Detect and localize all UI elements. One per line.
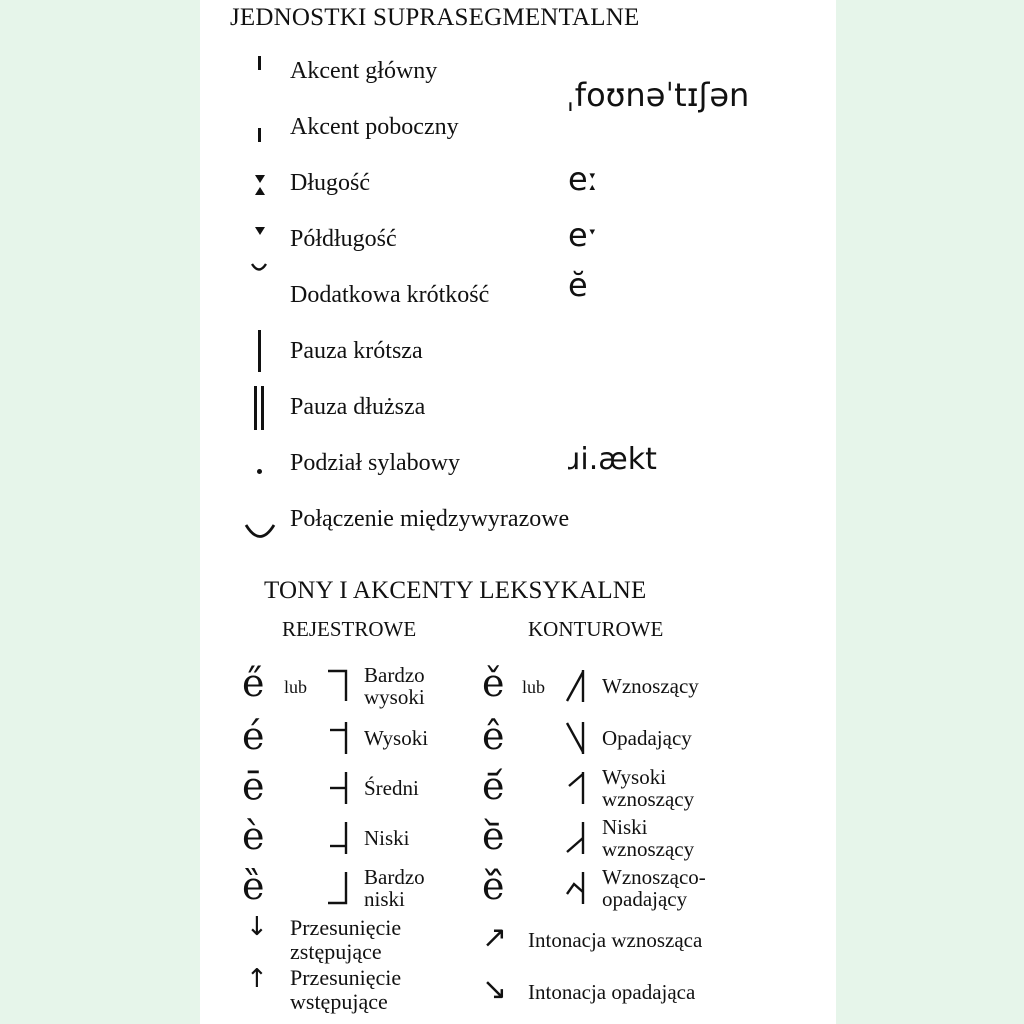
tone-letter-low-icon bbox=[326, 820, 348, 856]
major-break-symbol-left bbox=[254, 386, 257, 430]
example-stress: ˌfoʊnəˈtɪʃən bbox=[566, 76, 750, 114]
example-long: eː bbox=[568, 160, 599, 198]
major-break-symbol-right bbox=[261, 386, 264, 430]
label-tone-rising: Wznoszący bbox=[602, 674, 699, 698]
tone-extra-high-char: e̋ bbox=[242, 661, 265, 705]
global-fall-arrow-icon: ↘ bbox=[482, 972, 508, 1007]
label-major-break: Pauza dłuższa bbox=[290, 394, 426, 420]
minor-break-symbol bbox=[258, 330, 261, 372]
upstep-arrow-icon: ↑ bbox=[246, 964, 268, 994]
primary-stress-symbol bbox=[258, 56, 261, 70]
label-global-fall: Intonacja opadająca bbox=[528, 980, 696, 1004]
register-column-header: REJESTROWE bbox=[282, 617, 417, 641]
tone-rising-char: ě bbox=[482, 661, 505, 705]
label-extra-short: Dodatkowa krótkość bbox=[290, 282, 490, 308]
linking-symbol bbox=[244, 522, 276, 540]
tone-low-char: è bbox=[242, 814, 265, 858]
label-linking: Połączenie międzywyrazowe bbox=[290, 506, 570, 532]
tone-letter-falling-icon bbox=[564, 720, 588, 756]
tone-letter-mid-icon bbox=[326, 770, 348, 806]
half-long-symbol bbox=[254, 226, 266, 236]
label-tone-mid: Średni bbox=[364, 776, 419, 800]
label-tone-rising-falling: Wznosząco- opadający bbox=[602, 865, 706, 911]
tone-falling-char: ê bbox=[482, 714, 505, 758]
tone-rising-falling-char: e᷈ bbox=[482, 864, 505, 908]
syllable-break-symbol bbox=[257, 469, 262, 474]
secondary-stress-symbol bbox=[258, 128, 261, 142]
label-syllable-break: Podział sylabowy bbox=[290, 450, 460, 476]
label-half-long: Półdługość bbox=[290, 226, 397, 252]
label-tone-extra-high: Bardzo wysoki bbox=[364, 663, 425, 709]
extra-short-symbol bbox=[250, 262, 268, 274]
suprasegmentals-title: JEDNOSTKI SUPRASEGMENTALNE bbox=[230, 4, 640, 31]
label-tone-high-rising: Wysoki wznoszący bbox=[602, 765, 695, 811]
long-symbol bbox=[254, 174, 266, 196]
tone-letter-rising-icon bbox=[564, 668, 588, 704]
tone-letter-extra-high-icon bbox=[326, 668, 348, 704]
tone-letter-low-rising-icon bbox=[564, 820, 588, 856]
label-global-rise: Intonacja wznosząca bbox=[528, 928, 703, 952]
label-secondary-stress: Akcent poboczny bbox=[290, 114, 459, 140]
tone-low-rising-char: e᷅ bbox=[482, 814, 505, 858]
label-long: Długość bbox=[290, 170, 370, 196]
tone-high-char: é bbox=[242, 714, 265, 758]
label-upstep: Przesunięcie wstępujące bbox=[290, 965, 402, 1014]
label-primary-stress: Akcent główny bbox=[290, 58, 438, 84]
downstep-arrow-icon: ↓ bbox=[246, 912, 268, 942]
lub-contour: lub bbox=[522, 677, 546, 697]
global-rise-arrow-icon: ↗ bbox=[482, 920, 508, 955]
label-downstep: Przesunięcie zstępujące bbox=[290, 915, 402, 964]
tone-letter-rising-falling-icon bbox=[564, 870, 588, 906]
tone-letter-extra-low-icon bbox=[326, 870, 348, 906]
label-tone-falling: Opadający bbox=[602, 726, 692, 750]
tones-title: TONY I AKCENTY LEKSYKALNE bbox=[264, 577, 647, 604]
example-extra-short: ĕ bbox=[568, 266, 588, 304]
label-tone-low-rising: Niski wznoszący bbox=[602, 815, 695, 861]
example-syllable-break: ɹi.ækt bbox=[568, 442, 657, 477]
tone-letter-high-rising-icon bbox=[564, 770, 588, 806]
label-minor-break: Pauza krótsza bbox=[290, 338, 423, 364]
tone-mid-char: ē bbox=[242, 764, 265, 808]
label-tone-high: Wysoki bbox=[364, 726, 429, 750]
example-half-long: eˑ bbox=[568, 216, 599, 254]
tone-extra-low-char: ȅ bbox=[242, 864, 265, 908]
tone-high-rising-char: e᷄ bbox=[482, 764, 505, 808]
contour-column-header: KONTUROWE bbox=[528, 617, 664, 641]
label-tone-extra-low: Bardzo niski bbox=[364, 865, 425, 911]
lub-register: lub bbox=[284, 677, 308, 697]
label-tone-low: Niski bbox=[364, 826, 410, 850]
ipa-chart-sheet bbox=[200, 0, 836, 1024]
tone-letter-high-icon bbox=[326, 720, 348, 756]
